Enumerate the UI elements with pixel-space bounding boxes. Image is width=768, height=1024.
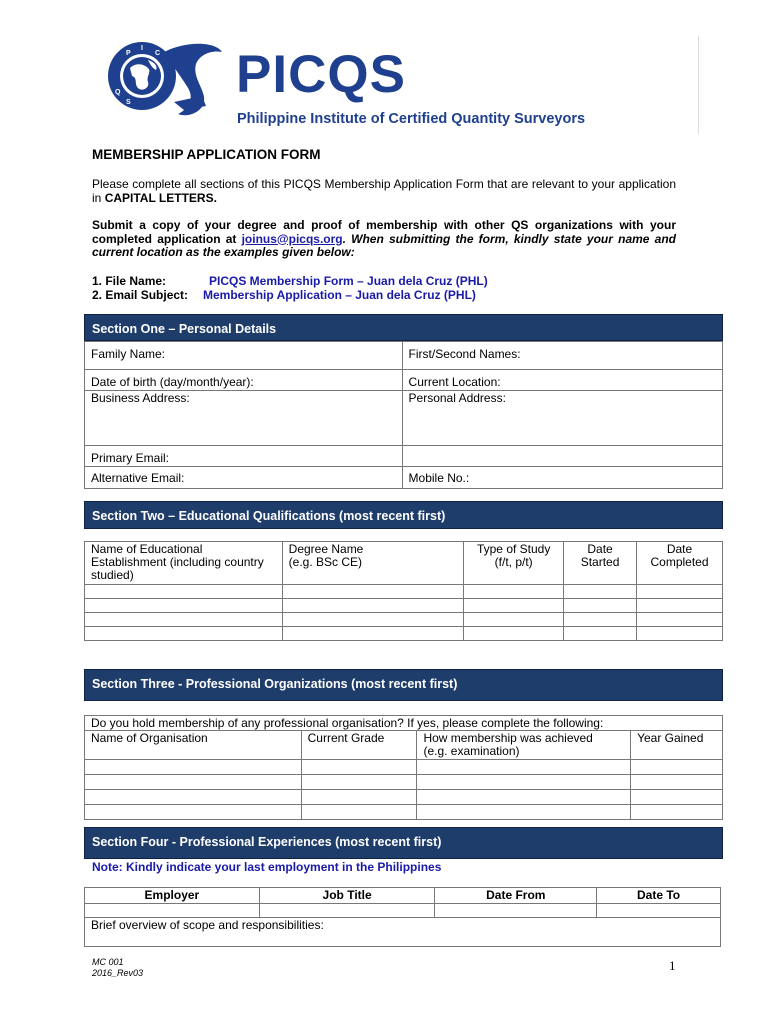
col-started-line2: Started [580, 555, 620, 569]
table-row[interactable] [85, 613, 723, 627]
col-completed-line1: Date [666, 542, 693, 556]
col-degree-line1: Degree Name [288, 542, 364, 556]
intro-emphasis: CAPITAL LETTERS. [104, 190, 217, 205]
col-current-grade: Current Grade [301, 731, 417, 760]
divider [698, 36, 699, 134]
personal-details-table [84, 341, 723, 489]
section-one-header: Section One – Personal Details [84, 314, 723, 341]
table-row[interactable] [85, 790, 723, 805]
business-address-field[interactable]: Business Address: [85, 391, 403, 446]
col-date-to: Date To [597, 888, 721, 904]
col-date-completed [637, 542, 723, 585]
family-name-field[interactable]: Family Name: [85, 342, 403, 370]
membership-question: Do you hold membership of any professional organisation? If yes, please complete the following: [85, 716, 723, 731]
education-table [84, 541, 723, 641]
col-started-line1: Date [587, 542, 613, 556]
personal-address-field[interactable]: Personal Address: [402, 391, 722, 446]
form-code: MC 001 [92, 957, 124, 967]
section-two-header: Section Two – Educational Qualifications (most recent first) [84, 501, 723, 529]
col-org-name: Name of Organisation [85, 731, 302, 760]
table-row[interactable] [85, 775, 723, 790]
picqs-logo-emblem [104, 38, 236, 118]
col-achieved-line2: (e.g. examination) [423, 744, 520, 758]
scope-overview-field[interactable]: Brief overview of scope and responsibilities: [85, 918, 721, 947]
table-row[interactable] [85, 904, 721, 918]
svg-text:P: P [126, 50, 131, 57]
file-name-label: 1. File Name: [92, 274, 167, 288]
col-study-line2: (f/t, p/t) [494, 555, 533, 569]
page-number: 1 [669, 958, 676, 973]
section-three-header: Section Three - Professional Organizations (most recent first) [84, 669, 723, 701]
svg-text:Q: Q [115, 89, 121, 96]
primary-email-field[interactable]: Primary Email: [85, 446, 403, 467]
logo-title: PICQS [236, 45, 406, 104]
table-row[interactable] [85, 627, 723, 641]
example-email-subject [92, 288, 476, 302]
example-file-name [92, 274, 488, 288]
col-study-line1: Type of Study [476, 542, 551, 556]
submit-paragraph [92, 219, 676, 260]
col-year-gained: Year Gained [631, 731, 723, 760]
experience-table [84, 887, 721, 947]
first-names-field[interactable]: First/Second Names: [402, 342, 722, 370]
intro-paragraph [92, 178, 676, 205]
footer-code [92, 957, 143, 979]
col-establishment: Name of Educational Establishment (including country studied) [85, 542, 283, 585]
alt-email-field[interactable]: Alternative Email: [85, 467, 403, 489]
email-link[interactable]: joinus@picqs.org [241, 231, 343, 246]
col-employer: Employer [85, 888, 260, 904]
intro-text: Please complete all sections of this PICQS Membership Application Form that are relevant to your application in [92, 177, 676, 205]
section-four-header: Section Four - Professional Experiences (most recent first) [84, 827, 723, 859]
organizations-table [84, 715, 723, 820]
col-degree [282, 542, 464, 585]
current-location-field[interactable]: Current Location: [402, 370, 722, 391]
col-date-started [564, 542, 637, 585]
table-row[interactable] [85, 760, 723, 775]
form-title: MEMBERSHIP APPLICATION FORM [92, 147, 321, 162]
submit-instructions: . When submitting the form, kindly state your name and current location as the examples given below: [92, 231, 676, 259]
table-row[interactable] [85, 805, 723, 820]
form-revision: 2016_Rev03 [92, 968, 144, 978]
table-row[interactable] [85, 599, 723, 613]
svg-text:S: S [126, 99, 131, 106]
mobile-field[interactable]: Mobile No.: [402, 467, 722, 489]
section-four-note: Note: Kindly indicate your last employment in the Philippines [92, 860, 442, 874]
col-membership-achieved [417, 731, 631, 760]
svg-text:C: C [155, 50, 161, 57]
col-achieved-line1: How membership was achieved [423, 731, 593, 745]
primary-email-empty [402, 446, 722, 467]
submit-text: Submit a copy of your degree and proof of membership with other QS organizations with your completed application at [92, 218, 676, 246]
col-degree-line2: (e.g. BSc CE) [288, 555, 363, 569]
col-completed-line2: Completed [650, 555, 709, 569]
col-study-type [464, 542, 564, 585]
dob-field[interactable]: Date of birth (day/month/year): [85, 370, 403, 391]
col-date-from: Date From [435, 888, 597, 904]
col-job-title: Job Title [259, 888, 435, 904]
email-subject-value: Membership Application – Juan dela Cruz (PHL) [203, 288, 476, 302]
file-name-value: PICQS Membership Form – Juan dela Cruz (PHL) [209, 274, 488, 288]
logo-subtitle: Philippine Institute of Certified Quantity Surveyors [237, 111, 586, 127]
table-row[interactable] [85, 585, 723, 599]
svg-text:I: I [141, 45, 143, 52]
email-subject-label: 2. Email Subject: [92, 288, 189, 302]
